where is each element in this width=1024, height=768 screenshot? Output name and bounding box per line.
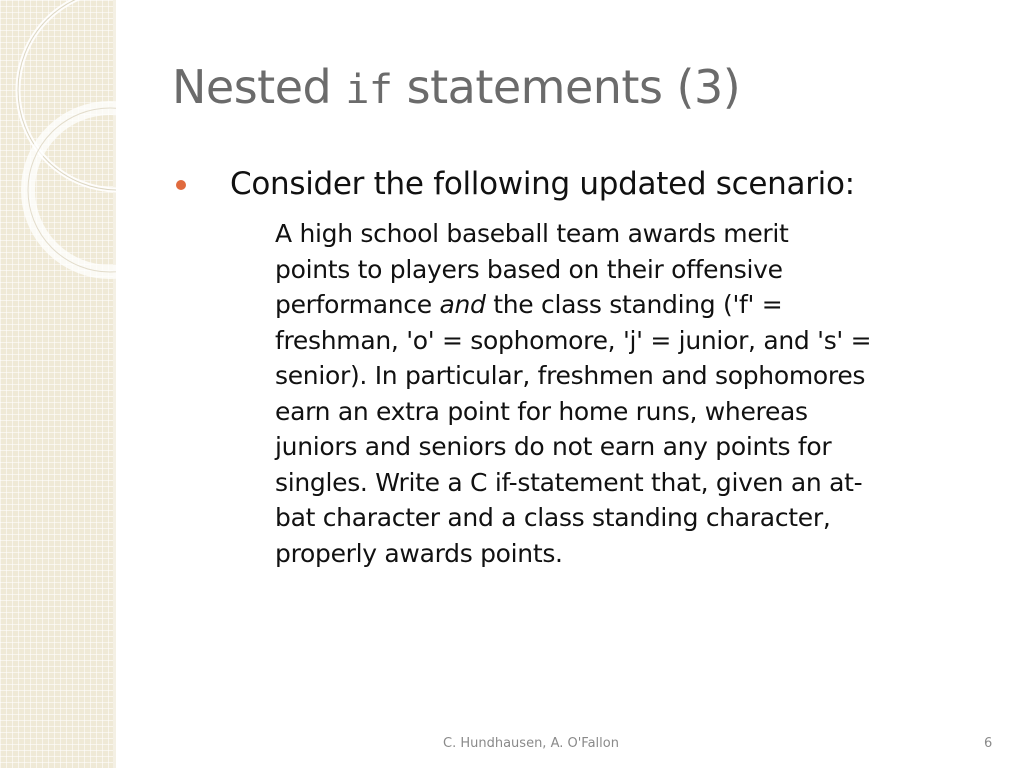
scenario-text: performance [275,290,440,319]
footer-author: C. Hundhausen, A. O'Fallon [443,736,619,751]
scenario-emphasis: and [439,290,486,319]
scenario-paragraph [275,216,995,571]
scenario-line: juniors and seniors do not earn any points for [275,432,832,461]
bullet-dot-icon [176,180,186,190]
title-code-keyword: if [345,67,393,113]
scenario-line: freshman, 'o' = sophomore, 'j' = junior, and 's' = [275,325,872,355]
scenario-line: properly awards points. [275,538,563,568]
scenario-line: points to players based on their offensive [275,254,783,284]
title-text-before: Nested [172,60,346,114]
scenario-line: bat character and a class standing character, [275,503,831,532]
scenario-text: the class standing ('f' = [485,290,783,319]
scenario-line: singles. Write a C if-statement that, given an at- [275,467,863,497]
slide-title [172,60,992,114]
scenario-line [275,287,995,323]
bullet-text: Consider the following updated scenario: [230,166,855,202]
title-text-after: statements (3) [392,60,741,114]
scenario-line: senior). In particular, freshmen and sophomores [275,361,866,390]
page-number: 6 [984,736,993,751]
decorative-arcs [0,0,116,300]
scenario-line: earn an extra point for home runs, whereas [275,396,808,426]
scenario-line: A high school baseball team awards merit [275,219,789,248]
